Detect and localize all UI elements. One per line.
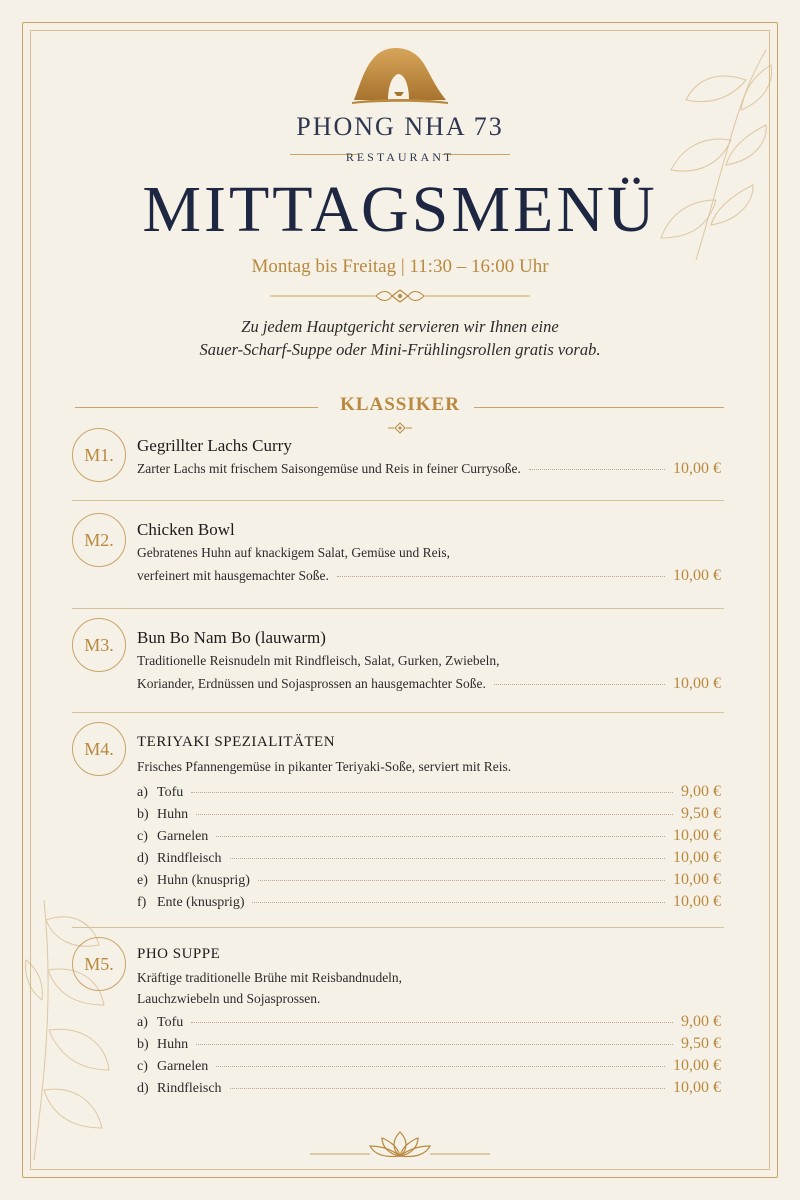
option-row: b) Huhn 9,50 € xyxy=(137,1035,721,1052)
option-label: Ente (knusprig) xyxy=(157,895,245,910)
item-name: Bun Bo Nam Bo (lauwarm) xyxy=(137,628,326,647)
intro-text: Zu jedem Hauptgericht servieren wir Ihnen eine Sauer-Scharf-Suppe oder Mini-Frühlingsrollen gratis vorab. xyxy=(199,317,601,359)
option-row: f) Ente (knusprig) 10,00 € xyxy=(137,893,721,910)
item-description: Lauchzwiebeln und Sojasprossen. xyxy=(137,991,321,1006)
leader-dots xyxy=(529,469,665,470)
item-price: 10,00 € xyxy=(673,460,721,477)
item-name: TERIYAKI SPEZIALITÄTEN xyxy=(137,734,336,750)
item-divider xyxy=(72,927,724,928)
item-divider xyxy=(72,608,724,609)
item-divider xyxy=(72,500,724,501)
leader-dots xyxy=(230,858,665,859)
brand-name: PHONG NHA 73 xyxy=(296,112,504,141)
brand-subtitle: RESTAURANT xyxy=(345,150,455,164)
option-row: c) Garnelen 10,00 € xyxy=(137,827,721,844)
option-price: 9,00 € xyxy=(681,1013,721,1030)
option-price: 10,00 € xyxy=(673,1057,721,1074)
leader-dots xyxy=(216,1066,665,1067)
ornament-divider-icon xyxy=(270,288,530,304)
item-description: Koriander, Erdnüssen und Sojasprossen an hausgemachter Soße. xyxy=(137,676,486,691)
item-description: Frisches Pfannengemüse in pikanter Teriyaki-Soße, serviert mit Reis. xyxy=(137,759,512,774)
option-row: b) Huhn 9,50 € xyxy=(137,805,721,822)
leader-dots xyxy=(196,1044,673,1045)
item-price: 10,00 € xyxy=(673,567,721,584)
option-label: Huhn (knusprig) xyxy=(157,873,250,888)
option-row: a) Tofu 9,00 € xyxy=(137,1013,721,1030)
item-description: Gebratenes Huhn auf knackigem Salat, Gemüse und Reis, xyxy=(137,545,451,560)
lotus-ornament-icon xyxy=(300,1128,500,1162)
item-description: Kräftige traditionelle Brühe mit Reisbandnudeln, xyxy=(137,970,403,985)
option-row: c) Garnelen 10,00 € xyxy=(137,1057,721,1074)
item-description: Zarter Lachs mit frischem Saisongemüse und Reis in feiner Currysoße. xyxy=(137,461,521,476)
option-label: Rindfleisch xyxy=(157,851,222,866)
item-number-badge: M2. xyxy=(72,513,126,567)
item-number-badge: M5. xyxy=(72,937,126,991)
option-price: 10,00 € xyxy=(673,827,721,844)
item-name: Gegrillter Lachs Curry xyxy=(137,436,292,455)
leader-dots xyxy=(252,902,665,903)
item-name: PHO SUPPE xyxy=(137,946,221,962)
option-label: Huhn xyxy=(157,1037,189,1052)
leader-dots xyxy=(191,1022,673,1023)
leader-dots xyxy=(494,684,665,685)
option-row: d) Rindfleisch 10,00 € xyxy=(137,1079,721,1096)
option-price: 10,00 € xyxy=(673,893,721,910)
leader-dots xyxy=(258,880,665,881)
item-name: Chicken Bowl xyxy=(137,520,235,539)
item-description-row xyxy=(137,675,721,695)
option-row: d) Rindfleisch 10,00 € xyxy=(137,849,721,866)
leader-dots xyxy=(196,814,673,815)
option-label: Rindfleisch xyxy=(157,1081,222,1096)
option-label: Tofu xyxy=(157,1015,184,1030)
leader-dots xyxy=(337,576,665,577)
leader-dots xyxy=(230,1088,665,1089)
option-price: 10,00 € xyxy=(673,849,721,866)
small-ornament-icon xyxy=(388,422,412,434)
page-title: MITTAGSMENÜ xyxy=(142,173,658,246)
item-description: Traditionelle Reisnudeln mit Rindfleisch, Salat, Gurken, Zwiebeln, xyxy=(137,653,500,668)
item-divider xyxy=(72,712,724,713)
option-price: 9,50 € xyxy=(681,805,721,822)
leaves-decoration-icon xyxy=(24,880,124,1160)
leader-dots xyxy=(216,836,665,837)
option-label: Huhn xyxy=(157,807,189,822)
item-description: verfeinert mit hausgemachter Soße. xyxy=(137,568,329,583)
item-price: 10,00 € xyxy=(673,675,721,692)
option-row: a) Tofu 9,00 € xyxy=(137,783,721,800)
item-number-badge: M3. xyxy=(72,618,126,672)
option-label: Garnelen xyxy=(157,1059,209,1074)
option-price: 10,00 € xyxy=(673,1079,721,1096)
logo-icon xyxy=(350,44,450,108)
option-label: Garnelen xyxy=(157,829,209,844)
option-price: 9,00 € xyxy=(681,783,721,800)
item-description-row xyxy=(137,460,721,480)
item-number-badge: M1. xyxy=(72,428,126,482)
item-number-badge: M4. xyxy=(72,722,126,776)
item-description-row xyxy=(137,567,721,587)
option-price: 10,00 € xyxy=(673,871,721,888)
leader-dots xyxy=(191,792,673,793)
section-title: KLASSIKER xyxy=(340,394,460,415)
opening-hours: Montag bis Freitag | 11:30 – 16:00 Uhr xyxy=(251,256,549,277)
option-row: e) Huhn (knusprig) 10,00 € xyxy=(137,871,721,888)
option-label: Tofu xyxy=(157,785,184,800)
option-price: 9,50 € xyxy=(681,1035,721,1052)
